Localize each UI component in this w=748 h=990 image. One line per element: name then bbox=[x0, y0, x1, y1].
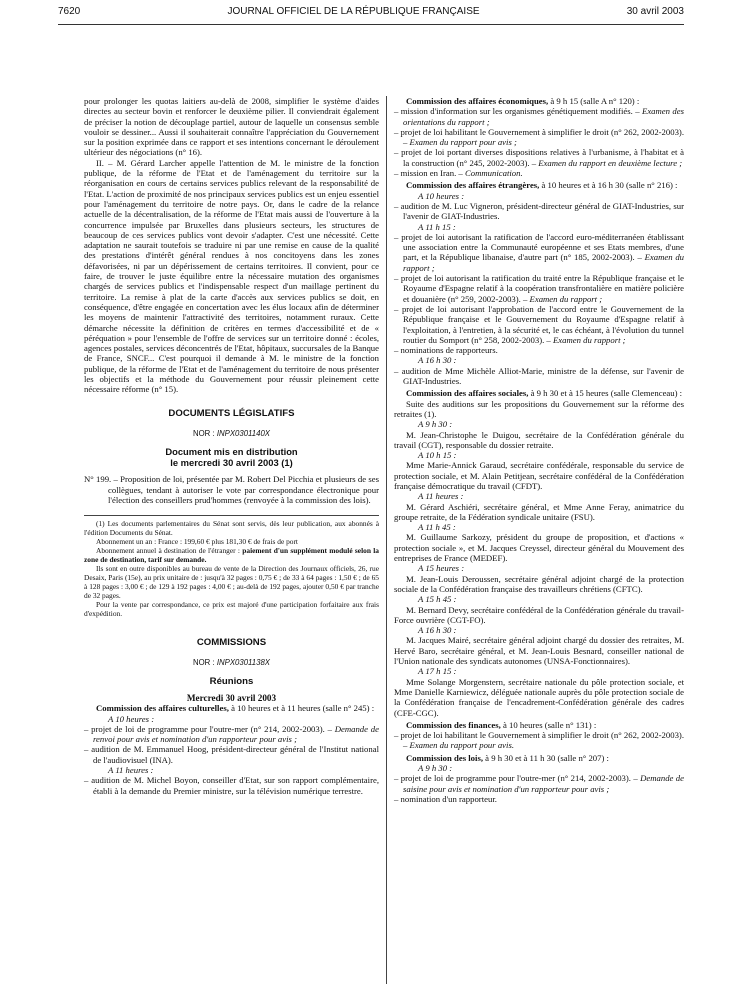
commission-heading: Commission des lois, à 9 h 30 et à 11 h 30 (salle n° 207) : bbox=[406, 752, 609, 763]
header-rule bbox=[58, 24, 684, 25]
page-number: 7620 bbox=[58, 6, 81, 17]
hearing: M. Gérard Aschiéri, secrétaire général, et Mme Anne Feray, animatrice du groupe retraite, de la Fédération syndicale unitaire (FSU). bbox=[394, 501, 684, 522]
hearing: M. Guillaume Sarkozy, président du groupe de proposition, et d'actions « protection sociale », et M. Jacques Creyssel, directeur général du Mouvement des entreprises de France (MEDEF). bbox=[394, 532, 684, 564]
agenda-item: – projet de loi de programme pour l'outre-mer (n° 214, 2002-2003). – Demande de saisine pour avis et nomination d'un rapporteur pour avis ; bbox=[394, 773, 684, 794]
agenda-item: – projet de loi habilitant le Gouvernement à simplifier le droit (n° 262, 2002-2003). – Examen du rapport pour avis ; bbox=[394, 126, 684, 148]
agenda-item: – projet de loi de programme pour l'outre-mer (n° 214, 2002-2003). – Demande de renvoi pour avis et nomination d'un rapporteur pour avis ; bbox=[84, 723, 379, 745]
journal-title: JOURNAL OFFICIEL DE LA RÉPUBLIQUE FRANÇAISE bbox=[227, 6, 480, 17]
hearing: M. Jean-Christophe le Duigou, secrétaire de la Confédération générale du travail (CGT), responsable du dossier retraite. bbox=[394, 429, 684, 450]
time-label: A 10 h 15 : bbox=[418, 450, 457, 461]
time-label: A 11 h 45 : bbox=[418, 522, 456, 533]
agenda-item: – audition de M. Emmanuel Hoog, président-directeur général de l'Institut national de l'audiovisuel (INA). bbox=[84, 744, 379, 765]
section-heading: COMMISSIONS bbox=[196, 637, 267, 649]
page-header bbox=[58, 6, 684, 17]
hearing: Mme Marie-Annick Garaud, secrétaire confédérale, responsable du service de protection sociale, et M. Alain Petitjean, secrétaire confédéral de la Confédération française démocratique du travail (CFDT). bbox=[394, 460, 684, 491]
agenda-item: – audition de Mme Michèle Alliot-Marie, ministre de la défense, sur l'avenir de GIAT-Industries. bbox=[394, 365, 684, 387]
hearing: M. Bernard Devy, secrétaire confédéral de la Confédération générale du travail-Force ouvrière (CGT-FO). bbox=[394, 604, 684, 625]
agenda-item: – projet de loi habilitant le Gouvernement à simplifier le droit (n° 262, 2002-2003). – Examen du rapport pour avis. bbox=[394, 730, 684, 751]
nor-reference: NOR : INPX0301140X bbox=[192, 428, 271, 438]
agenda-item: – audition de M. Luc Vigneron, président-directeur général de GIAT-Industries, sur l'avenir de GIAT-Industries. bbox=[394, 200, 684, 222]
time-label: A 17 h 15 : bbox=[418, 666, 457, 677]
agenda-item: – projet de loi autorisant la ratification de l'accord euro-méditerranéen établissant une association entre la Communauté européenne et ses Etats membres, d'une part, et la République libanaise, d'autre part (n° 185, 2002-2003). – Examen du rapport ; bbox=[394, 231, 685, 273]
document-title: Document mis en distribution le mercredi 30 avril 2003 (1) bbox=[165, 446, 298, 468]
subsection-heading: Réunions bbox=[209, 675, 254, 687]
commission-heading: Commission des affaires culturelles, à 10 heures et à 11 heures (salle n° 245) : bbox=[96, 703, 375, 714]
document-entry: N° 199. – Proposition de loi, présentée par M. Robert Del Picchia et plusieurs de ses collègues, tendant à autoriser le vote par correspondance électronique pour l'élection des conseillers prud'hommes (renvoyée à la commission des lois). bbox=[84, 474, 380, 505]
paragraph: Suite des auditions sur les propositions du Gouvernement sur la réforme des retraites (1). bbox=[394, 398, 684, 419]
time-label: A 15 h 45 : bbox=[418, 594, 457, 605]
time-label: A 11 h 15 : bbox=[418, 221, 456, 232]
agenda-item: – projet de loi autorisant l'approbation de l'accord entre le Gouvernement de la République française et le Gouvernement du Royaume d'Espagne relatif à l'exploitation, à l'entretien, à la sécurité et, le cas échéant, à l'évolution du tunnel routier du Somport (n° 258, 2002-2003). – Examen du rapport ; bbox=[394, 303, 684, 345]
footnote-rule bbox=[84, 515, 379, 516]
footnote: (1) Les documents parlementaires du Sénat sont servis, dès leur publication, aux abonnés à l'édition Documents du Sénat. Abonnement un an : France : 199,60 € plus 181,30 € de frais de port Abonnement annuel à destination de l'étranger : paiement d'un supplément modulé selon la zone de destination, tarif sur demande. Ils sont en outre disponibles au bureau de vente de la Direction des Journaux officiels, 26, rue Desaix, Paris (15e), au prix unitaire de : jusqu'à 32 pages : 0,75 € ; de 33 à 64 pages : 1,50 € ; de 65 à 128 pages : 3,00 € ; de 129 à 192 pages : 4,00 € ; au-delà de 192 pages, ajouter 0,50 € par tranche de 32 pages. Pour la vente par correspondance, ce prix est majoré d'une participation forfaitaire aux frais d'expédition. bbox=[84, 519, 379, 619]
agenda-item: – nominations de rapporteurs. bbox=[394, 345, 498, 356]
meeting-day: Mercredi 30 avril 2003 bbox=[186, 692, 277, 703]
time-label: A 9 h 30 : bbox=[418, 763, 453, 773]
agenda-item: – mission en Iran. – Communication. bbox=[394, 168, 523, 179]
issue-date: 30 avril 2003 bbox=[626, 6, 684, 17]
hearing: M. Jacques Mairé, secrétaire général adjoint chargé du dossier des retraites, M. Hervé Baro, secrétaire général, et M. Jean-Louis Besnard, conseiller national de l'Union nationale des syndicats autonomes (UNSA-Fonctionnaires). bbox=[394, 635, 684, 667]
agenda-item: – nomination d'un rapporteur. bbox=[394, 793, 497, 804]
left-column bbox=[84, 96, 379, 796]
commission-heading: Commission des affaires économiques, à 9 h 15 (salle A n° 120) : bbox=[406, 96, 640, 106]
agenda-item: – audition de M. Michel Boyon, conseiller d'Etat, sur son rapport complémentaire, établi à la demande du Premier ministre, sur la télévision numérique terrestre. bbox=[84, 775, 379, 796]
paragraph: pour prolonger les quotas laitiers au-delà de 2008, simplifier le système d'aides directes au secteur bovin et renforcer le deuxième pilier. Il conviendrait également de préciser la notion de découplage partiel, autour de laquelle un consensus semble vouloir se dessiner... Aussi il souhaiterait connaître l'appréciation du Gouvernement sur la position exprimée dans ce rapport et ses intentions concernant le déroulement ultérieur des négociations (n° 16). bbox=[84, 96, 379, 158]
time-label: A 10 heures : bbox=[418, 190, 465, 201]
commission-heading: Commission des affaires étrangères, à 10 heures et à 16 h 30 (salle n° 216) : bbox=[406, 180, 678, 191]
nor-reference: NOR : INPX0301138X bbox=[192, 658, 271, 668]
right-column bbox=[394, 96, 684, 804]
agenda-item: – projet de loi autorisant la ratification du traité entre la République française et le Royaume d'Espagne relatif à la coopération transfrontalière en matière policière et douanière (n° 259, 2002-2003). – Examen du rapport ; bbox=[394, 273, 684, 304]
time-label: A 11 heures : bbox=[108, 765, 154, 776]
time-label: A 15 heures : bbox=[418, 563, 465, 574]
time-label: A 16 h 30 : bbox=[418, 355, 457, 366]
agenda-item: – projet de loi portant diverses dispositions relatives à l'urbanisme, à l'habitat et à la construction (n° 245, 2002-2003). – Examen du rapport en deuxième lecture ; bbox=[394, 147, 684, 168]
column-separator bbox=[386, 96, 387, 984]
commission-heading: Commission des affaires sociales, à 9 h 30 et à 15 heures (salle Clemenceau) : bbox=[406, 388, 683, 399]
hearing: Mme Solange Morgenstern, secrétaire nationale du pôle protection sociale, et Mme Danielle Karniewicz, déléguée nationale auprès du pôle protection sociale de la Confédération française de l'encadrement-Confédération générale des cadres (CFE-CGC). bbox=[394, 676, 684, 718]
commission-heading: Commission des finances, à 10 heures (salle n° 131) : bbox=[406, 719, 597, 730]
time-label: A 16 h 30 : bbox=[418, 625, 457, 636]
hearing: M. Jean-Louis Deroussen, secrétaire général adjoint chargé de la protection sociale de la Confédération française des travailleurs chrétiens (CFTC). bbox=[394, 573, 684, 594]
section-heading: DOCUMENTS LÉGISLATIFS bbox=[168, 407, 295, 419]
time-label: A 10 heures : bbox=[108, 713, 155, 724]
paragraph: II. – M. Gérard Larcher appelle l'attention de M. le ministre de la fonction publique, de la réforme de l'Etat et de l'aménagement du territoire sur la réorganisation en cours de certains services publics relevant de la responsabilité de l'Etat. L'action de proximité de nos principaux services publics est un enjeu essentiel pour l'aménagement du territoire de notre pays. Or, dans le cadre de la relance actuelle de la décentralisation, de la réforme de l'Etat mais aussi de l'ouverture à la concurrence impulsée par Bruxelles dans plusieurs secteurs, les structures de beaucoup de ces services publics vont devoir s'adapter. C'est une nécessité. Cette adaptation ne saurait toutefois se traduire ni par une remise en cause de la qualité des prestations d'intérêt général rendues à nos concitoyens dans les zones défavorisées, ni par un dépérissement de certains territoires. Il convient, pour ce faire, de trouver le juste équilibre entre la nécessaire mutation des organismes chargés de services publics et l'indispensable respect d'un maillage pertinent du territoire. La remise à plat de la carte d'accès aux services publics se doit, en conséquence, d'être engagée en concertation avec les élus locaux afin de déterminer les moyens de maintenir l'attractivité des territoires, notamment ruraux. Cette démarche nécessite la définition de critères en termes d'accessibilité et de « péréquation » pour l'ensemble de l'offre de services sur un territoire donné : écoles, agences postales, services déconcentrés de l'Etat, hôpitaux, succursales de la Banque de France, SNCF... C'est pourquoi il demande à M. le ministre de la fonction publique, de la réforme de l'Etat et de l'aménagement du territoire de nous présenter les objectifs et la méthode du Gouvernement pour réussir pleinement cette nécessaire réforme (n° 15). bbox=[84, 157, 379, 395]
time-label: A 11 heures : bbox=[418, 491, 464, 502]
time-label: A 9 h 30 : bbox=[418, 419, 453, 430]
agenda-item: – mission d'information sur les organismes génétiquement modifiés. – Examen des orientations du rapport ; bbox=[394, 106, 685, 127]
